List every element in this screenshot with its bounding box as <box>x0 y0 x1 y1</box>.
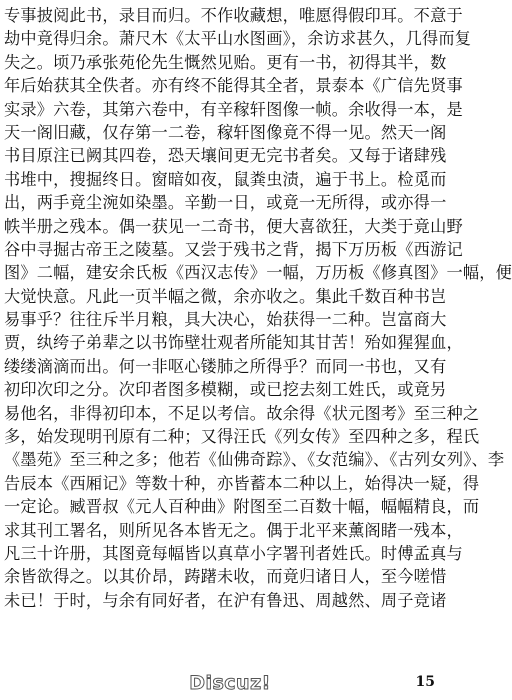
text-line: 年后始获其全佚者。亦有终不能得其全者，景泰本《广信先贤事 <box>4 76 463 96</box>
text-line: 凡三十许册，其图竟每幅皆以真草小字署刊者姓氏。时傅孟真与 <box>4 543 463 563</box>
text-line: 未已！于时，与余有同好者，在沪有鲁迅、周越然、周子竞诸 <box>4 590 447 610</box>
text-line: 易事乎？往往斥半月粮，具大决心，始获得一二种。岂富商大 <box>4 310 447 330</box>
text-line: 贾，纨绔子弟辈之以书饰壁壮观者所能知其甘苦！殆如猩猩血， <box>4 333 463 353</box>
text-line: 求其刊工署名，则所见各本皆无之。偶于北平来薰阁睹一残本， <box>4 520 463 540</box>
text-line: 余皆欲得之。以其价昂，踌躇未收，而竟归诸日人，至今嗟惜 <box>4 567 447 587</box>
page-number: 15 <box>415 674 435 690</box>
text-line: 实录》六卷，其第六卷中，有辛稼轩图像一帧。余收得一本，是 <box>4 99 463 119</box>
text-line: 缕缕滴滴而出。何一非呕心镂肺之所得乎？而同一书也，又有 <box>4 356 447 376</box>
text-line: 帙半册之残本。偶一获见一二奇书，便大喜欲狂，大类于竟山野 <box>4 216 463 236</box>
watermark-text: Discuz! <box>189 672 271 694</box>
text-line: 《墨苑》至三种之多；他若《仙佛奇踪》、《女范编》、《古列女列》、李 <box>4 450 505 470</box>
text-line: 书堆中，搜掘终日。窗暗如夜，鼠粪虫渍，遍于书上。检觅而 <box>4 169 447 189</box>
text-line: 天一阁旧藏，仅存第一二卷，稼轩图像竟不得一见。然天一阁 <box>4 122 447 142</box>
text-line: 图》二幅，建安余氏板《西汉志传》一幅，万历板《修真图》一幅，便 <box>4 263 512 283</box>
text-line: 易他名，非得初印本，不足以考信。故余得《状元图考》至三种之 <box>4 403 480 423</box>
body-text <box>4 4 512 612</box>
text-line: 多，始发现明刊原有二种；又得汪氏《列女传》至四种之多，程氏 <box>4 427 480 447</box>
text-line: 初印次印之分。次印者图多模糊，或已挖去刻工姓氏，或竟另 <box>4 380 447 400</box>
text-line: 谷中寻掘古帝王之陵墓。又尝于残书之背，揭下万历板《西游记 <box>4 239 463 259</box>
text-line: 大觉快意。凡此一页半幅之微，余亦收之。集此千数百种书岂 <box>4 286 447 306</box>
text-line: 劫中竟得归余。萧尺木《太平山水图画》，余访求甚久，几得而复 <box>4 29 472 49</box>
text-line: 告辰本《西厢记》等数十种，亦皆蓄本二种以上，始得决一疑，得 <box>4 473 480 493</box>
text-line: 出，两手竟尘涴如染墨。辛勤一日，或竟一无所得，或亦得一 <box>4 193 447 213</box>
text-line: 一定论。臧晋叔《元人百种曲》附图至二百数十幅，幅幅精良，而 <box>4 497 480 517</box>
discuz-watermark-logo <box>175 670 285 696</box>
text-line: 专事披阅此书，录目而归。不作收藏想，唯愿得假印耳。不意于 <box>4 6 463 25</box>
text-line: 书目原注已阙其四卷，恐天壤间更无完书者矣。又每于诸肆残 <box>4 146 447 166</box>
text-line: 失之。顷乃承张苑伦先生慨然见贻。更有一书，初得其半，数 <box>4 52 447 72</box>
